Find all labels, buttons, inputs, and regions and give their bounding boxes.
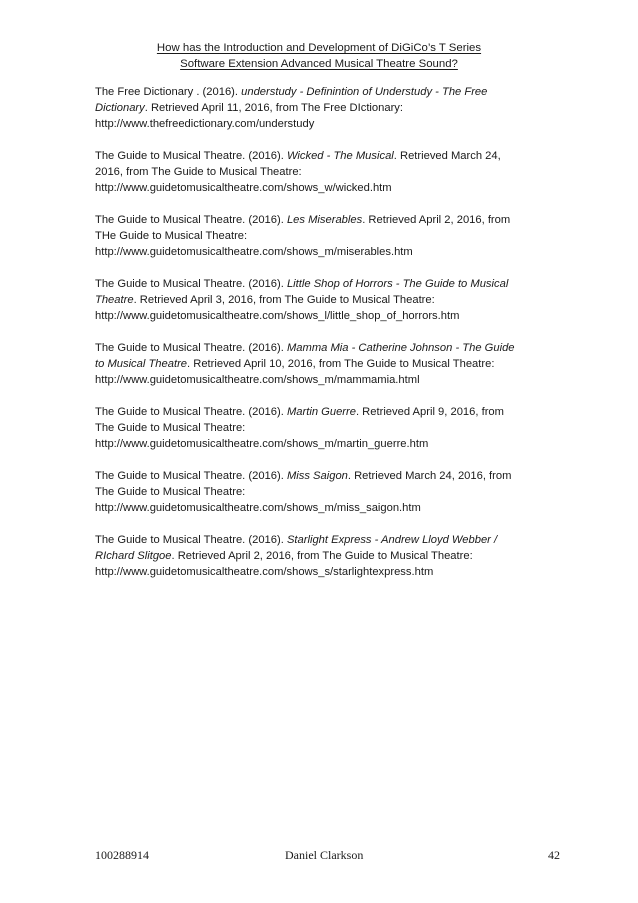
reference-text: The Guide to Musical Theatre. (2016). [95, 342, 287, 354]
reference-line [95, 356, 545, 372]
reference-text: The Guide to Musical Theatre. (2016). [95, 278, 287, 290]
reference-text: http://www.guidetomusicaltheatre.com/shows_s/starlightexpress.htm [95, 566, 434, 578]
reference-line [95, 436, 545, 452]
reference-text: . Retrieved March 24, 2016, from [347, 470, 512, 482]
reference-text: The Guide to Musical Theatre. (2016). [95, 534, 287, 546]
reference-text: http://www.guidetomusicaltheatre.com/shows_m/miserables.htm [95, 246, 413, 258]
reference-text: http://www.guidetomusicaltheatre.com/shows_l/little_shop_of_horrors.htm [95, 310, 460, 322]
reference-line [95, 164, 545, 180]
reference-text: 2016, from The Guide to Musical Theatre: [95, 166, 302, 178]
reference-title-text: Martin Guerre [286, 406, 356, 418]
reference-list [95, 84, 545, 596]
reference-text: http://www.guidetomusicaltheatre.com/shows_w/wicked.htm [95, 182, 392, 194]
reference-line [95, 228, 545, 244]
reference-text: . Retrieved April 10, 2016, from The Guide to Musical Theatre: [187, 358, 495, 370]
reference-text: The Guide to Musical Theatre: [95, 422, 246, 434]
reference-line [95, 292, 545, 308]
reference-title-text: Les Miserables [286, 214, 363, 226]
reference-text: The Guide to Musical Theatre. (2016). [95, 470, 287, 482]
reference-text: The Free Dictionary . (2016). [95, 86, 242, 98]
reference-text: The Guide to Musical Theatre. (2016). [95, 214, 287, 226]
reference-text: The Guide to Musical Theatre. (2016). [95, 150, 287, 162]
reference-line [95, 532, 545, 548]
reference-text: http://www.guidetomusicaltheatre.com/shows_m/miss_saigon.htm [95, 502, 421, 514]
reference-entry [95, 212, 545, 260]
footer-student-id: 100288914 [95, 848, 149, 862]
reference-text: http://www.guidetomusicaltheatre.com/shows_m/martin_guerre.htm [95, 438, 429, 450]
reference-title-text: to Musical Theatre [95, 358, 188, 370]
reference-text: . Retrieved March 24, [393, 150, 501, 162]
reference-line [95, 276, 545, 292]
reference-line [95, 468, 545, 484]
reference-line [95, 500, 545, 516]
reference-line [95, 244, 545, 260]
reference-line [95, 116, 545, 132]
reference-line [95, 180, 545, 196]
reference-title-text: Miss Saigon [286, 470, 348, 482]
reference-line [95, 100, 545, 116]
reference-line [95, 548, 545, 564]
reference-text: . Retrieved April 9, 2016, from [355, 406, 504, 418]
reference-line [95, 308, 545, 324]
reference-title-text: Little Shop of Horrors - The Guide to Musical [286, 278, 509, 290]
reference-entry [95, 532, 545, 580]
reference-title-text: Mamma Mia - Catherine Johnson - The Guide [286, 342, 515, 354]
reference-text: . Retrieved April 11, 2016, from The Free DIctionary: [144, 102, 404, 114]
reference-text: . Retrieved April 2, 2016, from [362, 214, 511, 226]
reference-title-text: understudy - Definintion of Understudy - The Free [241, 86, 488, 98]
header-title-line-2: Software Extension Advanced Musical Theatre Sound? [180, 58, 458, 70]
reference-title-text: Theatre [95, 294, 134, 306]
reference-entry [95, 468, 545, 516]
reference-line [95, 564, 545, 580]
footer-author: Daniel Clarkson [285, 848, 364, 862]
reference-text: . Retrieved April 3, 2016, from The Guide to Musical Theatre: [133, 294, 435, 306]
page-header [90, 40, 548, 72]
page-footer [95, 847, 560, 863]
footer-page-number: 42 [548, 848, 560, 862]
reference-title-text: Dictionary [95, 102, 145, 114]
reference-title-text: Wicked - The Musical [286, 150, 394, 162]
reference-entry [95, 148, 545, 196]
reference-entry [95, 404, 545, 452]
reference-text: http://www.thefreedictionary.com/understudy [95, 118, 315, 130]
reference-line [95, 212, 545, 228]
reference-line [95, 148, 545, 164]
reference-entry [95, 276, 545, 324]
reference-line [95, 340, 545, 356]
reference-text: http://www.guidetomusicaltheatre.com/shows_m/mammamia.html [95, 374, 420, 386]
reference-line [95, 484, 545, 500]
reference-line [95, 420, 545, 436]
reference-title-text: RIchard Slitgoe [95, 550, 172, 562]
reference-text: The Guide to Musical Theatre. (2016). [95, 406, 287, 418]
reference-entry [95, 84, 545, 132]
reference-entry [95, 340, 545, 388]
reference-text: The Guide to Musical Theatre: [95, 486, 246, 498]
reference-text: THe Guide to Musical Theatre: [95, 230, 248, 242]
reference-line [95, 84, 545, 100]
reference-text: . Retrieved April 2, 2016, from The Guide to Musical Theatre: [171, 550, 473, 562]
reference-title-text: Starlight Express - Andrew Lloyd Webber / [286, 534, 498, 546]
reference-line [95, 404, 545, 420]
header-title-line-1: How has the Introduction and Development of DiGiCo’s T Series [156, 42, 482, 54]
reference-line [95, 372, 545, 388]
